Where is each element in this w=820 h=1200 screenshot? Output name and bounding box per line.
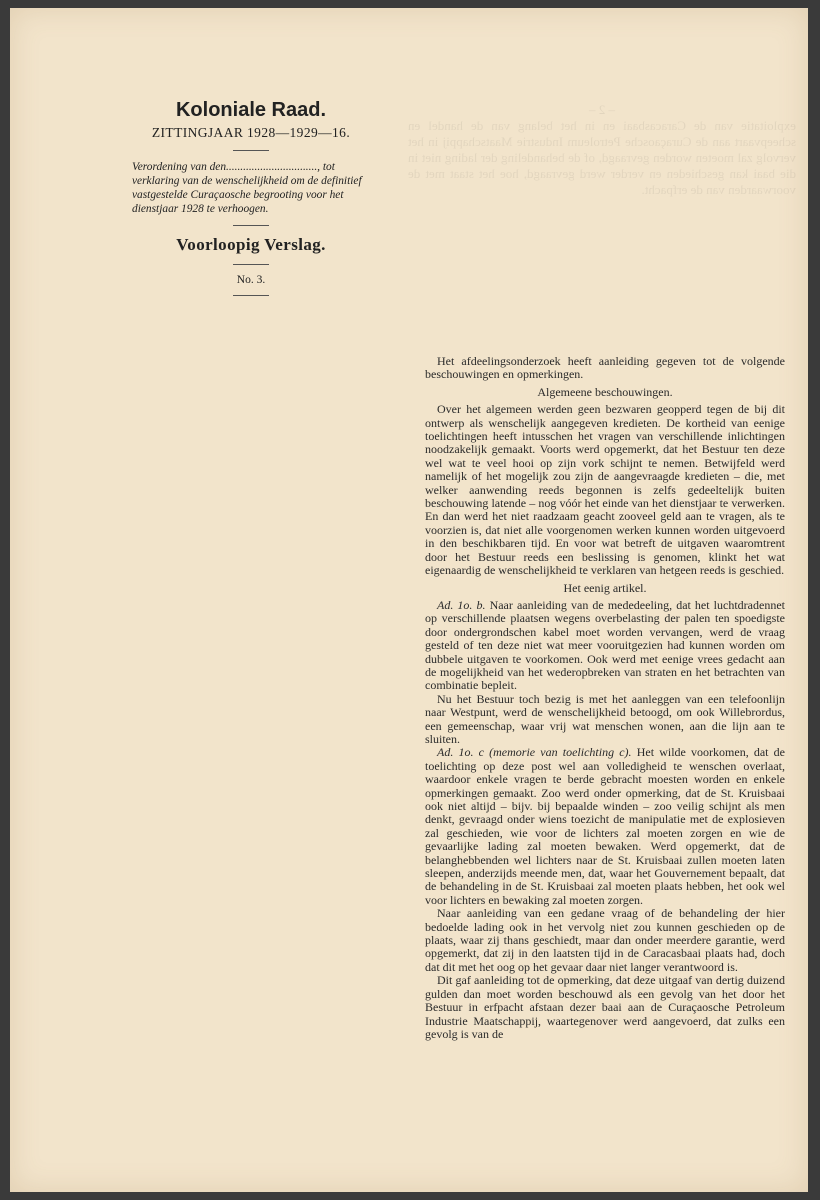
article-paragraph-4: Naar aanleiding van een gedane vraag of de behandeling der hier bedoelde lading ook in het vervolg niet zou kunnen geschieden op de plaats, waar zij thans geschiedt, maar dan onder meerdere garantie, werd opgemerkt, dat zij in den laatsten tijd in de Caracasbaai plaats had, doch dat dit met het oog op het gevaar daar niet langer verantwoord is. xyxy=(425,906,785,974)
report-body xyxy=(425,355,785,1041)
bleed-through-text xyxy=(408,102,796,342)
divider xyxy=(233,264,269,265)
divider xyxy=(233,225,269,226)
article-paragraph-5: Dit gaf aanleiding tot de opmerking, dat deze uitgaaf van dertig duizend gulden dan moet worden beschouwd als een gevolg van het door het Bestuur in erfpacht afstaan dezer baai aan de Curaçaosche Petroleum Industrie Maatschappij, waartegenover werd aangevoerd, dat zulks een gevolg is van de xyxy=(425,973,785,1041)
document-page xyxy=(10,8,808,1192)
section-heading-general: Algemeene beschouwingen. xyxy=(537,384,673,399)
divider xyxy=(233,150,269,151)
section-heading-article: Het eenig artikel. xyxy=(563,580,647,595)
bleed-through-body: exploitatie van de Caracasbaai en in het belang van de handel en scheepvaart aan de Curaçaosche Petroleum Industrie Maatschappij in het vervolg zal moeten worden gevraagd, of de behandeling der lading niet in die baai kan geschieden en verder werd gevraagd, hoe het staat met de voorwaarden van de erfpacht. xyxy=(408,118,796,197)
article-paragraph-1 xyxy=(425,599,785,693)
divider xyxy=(233,295,269,296)
council-title: Koloniale Raad. xyxy=(175,99,327,121)
document-header xyxy=(120,98,382,305)
article-paragraph-2: Nu het Bestuur toch bezig is met het aanleggen van een telefoonlijn naar Westpunt, werd de wenschelijkheid betoogd, om ook Willebrordus, een gemeenschap, waar vrij wat menschen wonen, aan die lijn aan te sluiten. xyxy=(425,691,785,746)
paragraph-text: Het wilde voorkomen, dat de toelichting op deze post wel aan volledigheid te wenschen overlaat, waardoor enkele vragen te berde gebracht moesten worden en enkele opmerkingen gemaakt. Zoo werd onder opmerking, dat de St. Kruisbaai ook niet altijd – bijv. bij bepaalde winden – zoo veilig schijnt als men denkt, gevraagd onder wiens toezicht de manipulatie met de explosieven zal geschieden, wie voor de lichters zal moeten zorgen en wie de gevaarlijke lading zal moeten bewaken. Werd opgemerkt, dat de belanghebbenden wel lichters naar de St. Kruisbaai zullen moeten laten sleepen, anderzijds meende men, dat, waar het Gouvernement bepaalt, dat de behandeling in de St. Kruisbaai zal moeten plaats hebben, het ook wel voor lichters en bewaking zal moeten zorgen. xyxy=(425,745,785,907)
paragraph-label: Ad. 1o. b. xyxy=(437,597,486,612)
report-title: Voorloopig Verslag. xyxy=(176,235,326,254)
session-year: ZITTINGJAAR 1928—1929—16. xyxy=(151,125,351,140)
report-number: No. 3. xyxy=(236,274,266,286)
ordinance-description: Verordening van den................................, tot verklaring van de wenschelijkheid om de definitief vastgestelde Curaçaosche begrooting voor het dienstjaar 1928 te verhoogen. xyxy=(132,161,362,215)
bleed-through-page-mark: – 2 – xyxy=(589,102,615,117)
paragraph-text: Naar aanleiding van de mededeeling, dat het luchtdradennet op verschillende plaatsen wegens overbelasting der palen ten spoedigste door ondergrondschen kabel moet worden vervangen, werd de vraag gesteld of ten deze niet wat meer vooruitgezien had kunnen worden om dubbele uitgaven te voorkomen. Ook werd met eenige vrees gedacht aan de mogelijkheid van het wederopbreken van straten en het betrachten van combinatie bepleit. xyxy=(425,597,785,693)
general-paragraph: Over het algemeen werden geen bezwaren geopperd tegen de bij dit ontwerp als wenschelijk aangegeven kredieten. De kortheid van eenige toelichtingen heeft intusschen het vragen van verschillende inlichtingen noodzakelijk gemaakt. Voorts werd opgemerkt, dat het Bestuur ten deze wel wat te veel hooi op zijn vork schijnt te nemen. Betwijfeld werd namelijk of het mogelijk zou zijn de aangevraagde kredieten – die, met welker aanwending reeds begonnen is zelfs gedeeltelijk buiten beschouwing latende – nog vóór het einde van het dienstjaar te verwerken. En dan werd het niet raadzaam geacht zooveel geld aan te vragen, als te voorzien is, dat niet alle voorgenomen werken kunnen worden uitgevoerd in den beschikbaren tijd. En voor wat betreft de uitgaven waaromtrent door het Bestuur reeds een beslissing is genomen, klinkt het wat eigenaardig de wenschelijkheid te verklaren van hetgeen reeds is geschied. xyxy=(425,402,785,578)
article-paragraph-3 xyxy=(425,746,785,907)
intro-paragraph: Het afdeelingsonderzoek heeft aanleiding gegeven tot de volgende beschouwingen en opmerkingen. xyxy=(425,354,785,382)
paragraph-label: Ad. 1o. c (memorie van toelichting c). xyxy=(437,745,632,760)
